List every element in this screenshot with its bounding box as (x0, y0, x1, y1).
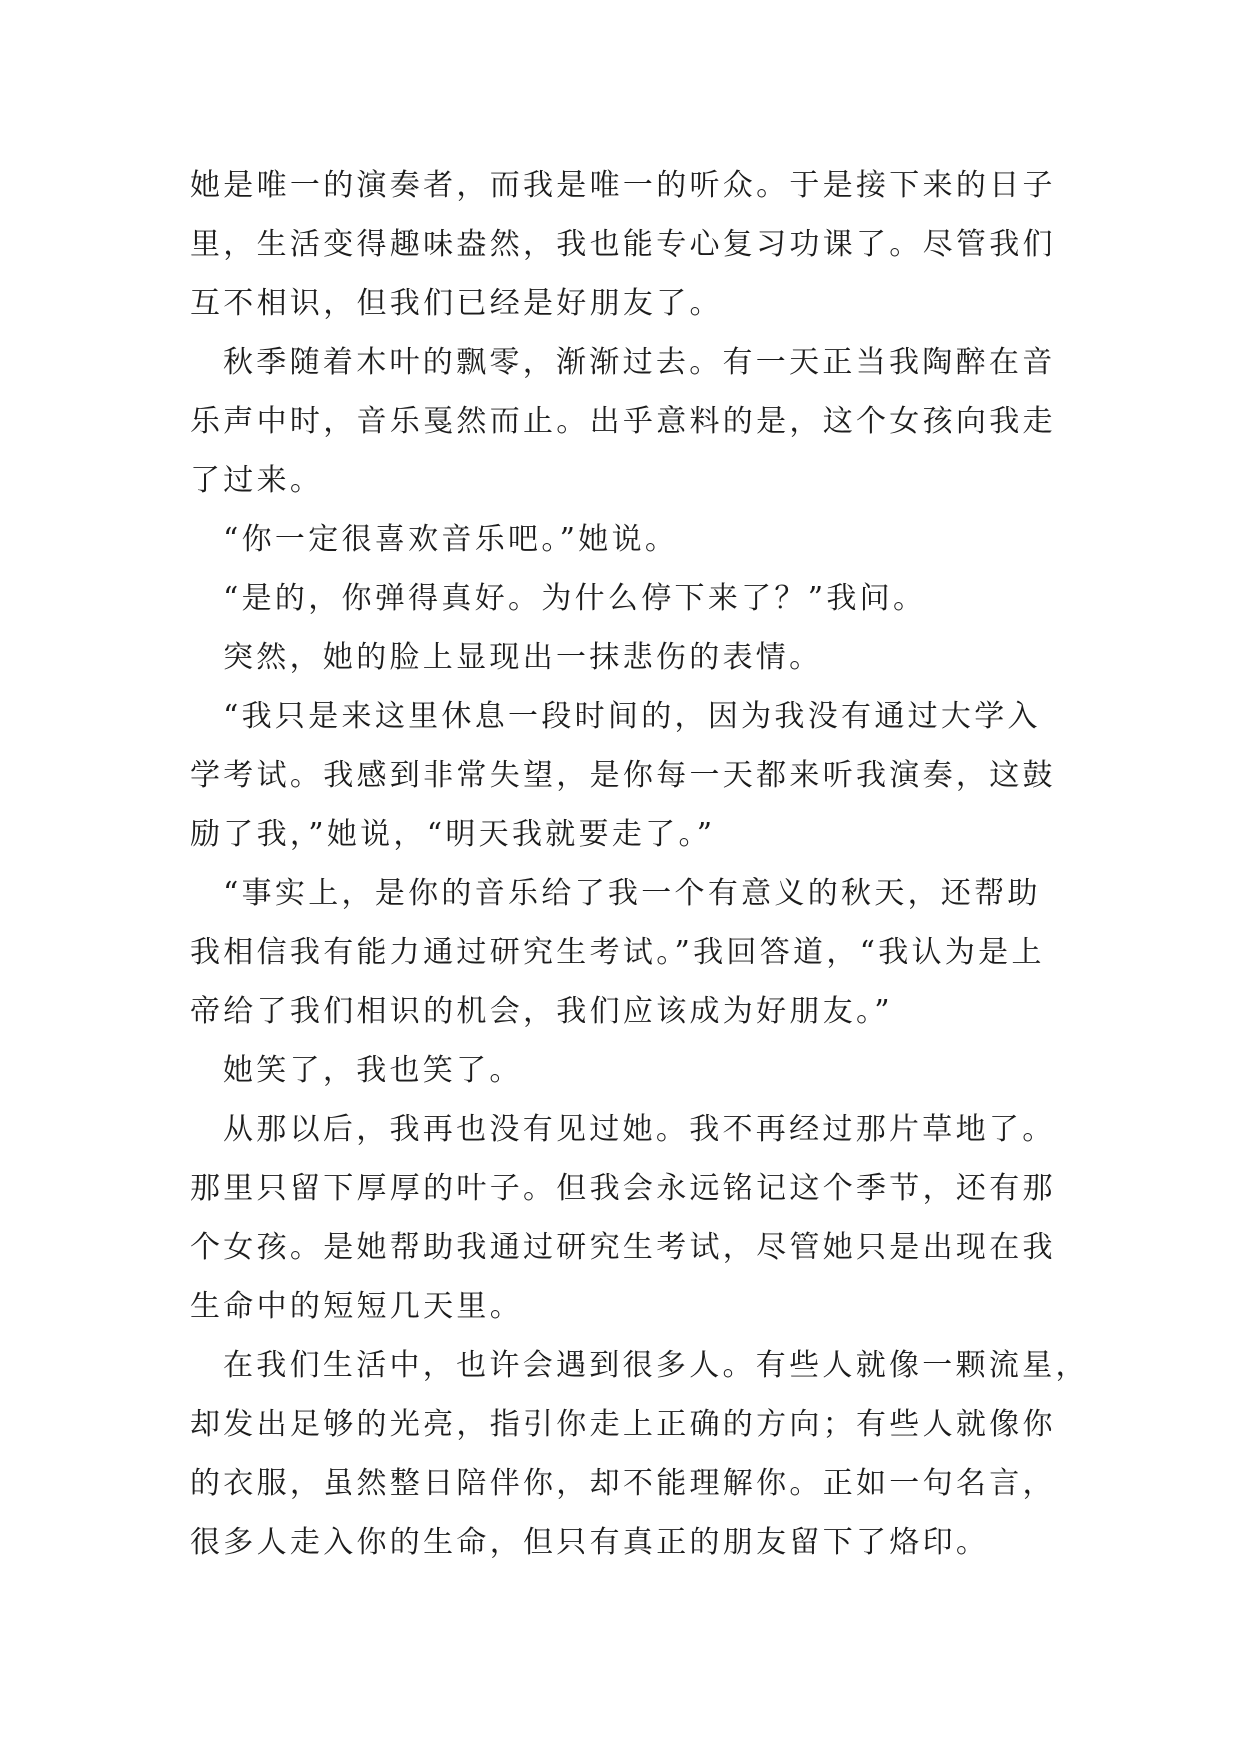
paragraph (190, 156, 1057, 333)
text-line: 励了我，”她说，“明天我就要走了。” (190, 817, 716, 852)
text-line: 个女孩。是她帮助我通过研究生考试，尽管她只是出现在我 (190, 1230, 1056, 1265)
text-line: 生命中的短短几天里。 (190, 1289, 523, 1324)
text-line: 那里只留下厚厚的叶子。但我会永远铭记这个季节，还有那 (190, 1171, 1056, 1206)
paragraph (190, 628, 1057, 687)
text-line: 互不相识，但我们已经是好朋友了。 (190, 286, 723, 321)
text-line: 乐声中时，音乐戛然而止。出乎意料的是，这个女孩向我走 (190, 404, 1056, 439)
paragraph (190, 333, 1057, 510)
text-line: 突然，她的脸上显现出一抹悲伤的表情。 (223, 640, 823, 675)
text-line: 从那以后，我再也没有见过她。我不再经过那片草地了。 (223, 1112, 1056, 1147)
paragraph (190, 1100, 1057, 1336)
paragraph (190, 687, 1057, 864)
text-line: “是的，你弹得真好。为什么停下来了？”我问。 (223, 581, 927, 616)
text-line: “事实上，是你的音乐给了我一个有意义的秋天，还帮助 (223, 876, 1041, 911)
paragraph (190, 1041, 1057, 1100)
text-line: 我相信我有能力通过研究生考试。”我回答道，“我认为是上 (190, 935, 1045, 970)
text-line: 里，生活变得趣味盎然，我也能专心复习功课了。尽管我们 (190, 227, 1056, 262)
text-line: 很多人走入你的生命，但只有真正的朋友留下了烙印。 (190, 1525, 990, 1560)
text-line: 秋季随着木叶的飘零，渐渐过去。有一天正当我陶醉在音 (223, 345, 1056, 380)
text-line: 在我们生活中，也许会遇到很多人。有些人就像一颗流星， (223, 1348, 1089, 1383)
text-line: 了过来。 (190, 463, 324, 498)
text-line: 的衣服，虽然整日陪伴你，却不能理解你。正如一句名言， (190, 1466, 1056, 1501)
text-line: 却发出足够的光亮，指引你走上正确的方向；有些人就像你 (190, 1407, 1056, 1442)
text-line: 学考试。我感到非常失望，是你每一天都来听我演奏，这鼓 (190, 758, 1056, 793)
text-line: 帝给了我们相识的机会，我们应该成为好朋友。” (190, 994, 893, 1029)
paragraph (190, 1336, 1089, 1572)
text-line: 她笑了，我也笑了。 (223, 1053, 523, 1088)
text-line: “你一定很喜欢音乐吧。”她说。 (223, 522, 679, 557)
text-line: 她是唯一的演奏者，而我是唯一的听众。于是接下来的日子 (190, 168, 1056, 203)
body-text (190, 156, 1089, 1572)
paragraph (190, 864, 1057, 1041)
paragraph (190, 569, 1057, 628)
text-line: “我只是来这里休息一段时间的，因为我没有通过大学入 (223, 699, 1041, 734)
paragraph (190, 510, 1057, 569)
